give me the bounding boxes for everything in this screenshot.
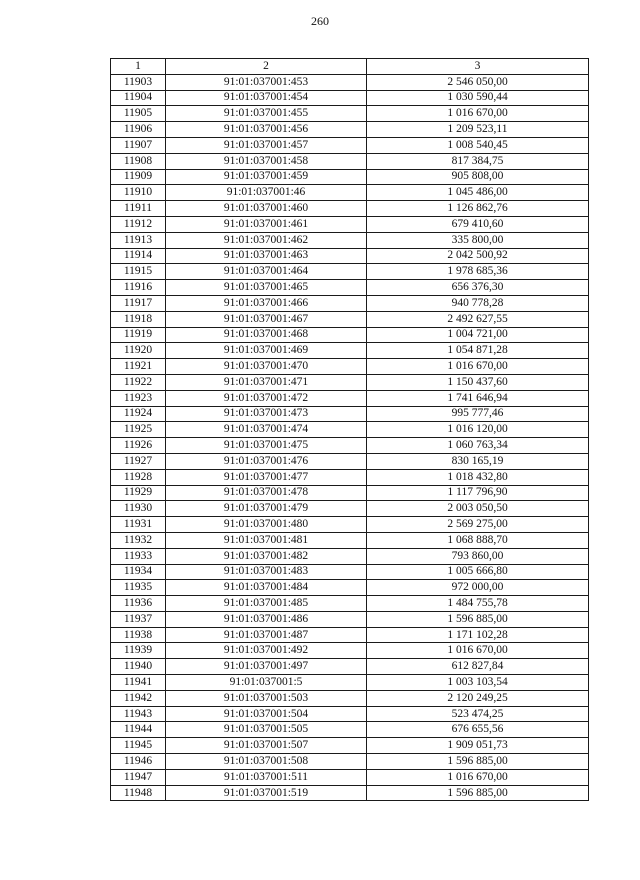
- value-cell: 1 045 486,00: [367, 185, 589, 201]
- table-row: [111, 548, 589, 564]
- table-row: [111, 517, 589, 533]
- cadastral-number-cell: 91:01:037001:479: [166, 501, 367, 517]
- cadastral-number-cell: 91:01:037001:464: [166, 264, 367, 280]
- cadastral-number-cell: 91:01:037001:466: [166, 295, 367, 311]
- table-row: [111, 169, 589, 185]
- cadastral-number-cell: 91:01:037001:492: [166, 643, 367, 659]
- value-cell: 1 117 796,90: [367, 485, 589, 501]
- value-cell: 1 596 885,00: [367, 785, 589, 801]
- table-row: [111, 422, 589, 438]
- cadastral-number-cell: 91:01:037001:471: [166, 374, 367, 390]
- value-cell: 940 778,28: [367, 295, 589, 311]
- cadastral-number-cell: 91:01:037001:480: [166, 517, 367, 533]
- row-number-cell: 11909: [111, 169, 166, 185]
- table-row: [111, 532, 589, 548]
- value-cell: 1 484 755,78: [367, 596, 589, 612]
- value-cell: 1 005 666,80: [367, 564, 589, 580]
- row-number-cell: 11937: [111, 611, 166, 627]
- cadastral-number-cell: 91:01:037001:5: [166, 675, 367, 691]
- row-number-cell: 11915: [111, 264, 166, 280]
- table-row: [111, 327, 589, 343]
- row-number-cell: 11948: [111, 785, 166, 801]
- table-body: [111, 74, 589, 801]
- column-header-1: 1: [111, 59, 166, 75]
- cadastral-number-cell: 91:01:037001:477: [166, 469, 367, 485]
- cadastral-number-cell: 91:01:037001:503: [166, 690, 367, 706]
- table-row: [111, 690, 589, 706]
- cadastral-number-cell: 91:01:037001:507: [166, 738, 367, 754]
- value-cell: 2 492 627,55: [367, 311, 589, 327]
- value-cell: 1 004 721,00: [367, 327, 589, 343]
- row-number-cell: 11943: [111, 706, 166, 722]
- value-cell: 1 018 432,80: [367, 469, 589, 485]
- row-number-cell: 11942: [111, 690, 166, 706]
- cadastral-number-cell: 91:01:037001:478: [166, 485, 367, 501]
- row-number-cell: 11920: [111, 343, 166, 359]
- table-row: [111, 311, 589, 327]
- table-row: [111, 580, 589, 596]
- row-number-cell: 11947: [111, 769, 166, 785]
- value-cell: 679 410,60: [367, 216, 589, 232]
- value-cell: 1 596 885,00: [367, 754, 589, 770]
- cadastral-number-cell: 91:01:037001:467: [166, 311, 367, 327]
- row-number-cell: 11935: [111, 580, 166, 596]
- row-number-cell: 11917: [111, 295, 166, 311]
- row-number-cell: 11904: [111, 90, 166, 106]
- table-row: [111, 232, 589, 248]
- value-cell: 1 596 885,00: [367, 611, 589, 627]
- value-cell: 2 546 050,00: [367, 74, 589, 90]
- value-cell: 1 016 670,00: [367, 643, 589, 659]
- cadastral-number-cell: 91:01:037001:465: [166, 280, 367, 296]
- cadastral-number-cell: 91:01:037001:470: [166, 359, 367, 375]
- cadastral-number-cell: 91:01:037001:473: [166, 406, 367, 422]
- cadastral-number-cell: 91:01:037001:487: [166, 627, 367, 643]
- column-header-3: 3: [367, 59, 589, 75]
- value-cell: 1 171 102,28: [367, 627, 589, 643]
- row-number-cell: 11905: [111, 106, 166, 122]
- cadastral-number-cell: 91:01:037001:504: [166, 706, 367, 722]
- cadastral-number-cell: 91:01:037001:458: [166, 153, 367, 169]
- row-number-cell: 11944: [111, 722, 166, 738]
- row-number-cell: 11945: [111, 738, 166, 754]
- value-cell: 1 008 540,45: [367, 137, 589, 153]
- value-cell: 1 150 437,60: [367, 374, 589, 390]
- value-cell: 1 016 670,00: [367, 769, 589, 785]
- row-number-cell: 11931: [111, 517, 166, 533]
- table-row: [111, 785, 589, 801]
- row-number-cell: 11932: [111, 532, 166, 548]
- table-row: [111, 185, 589, 201]
- value-cell: 612 827,84: [367, 659, 589, 675]
- table-row: [111, 201, 589, 217]
- table-header-row: [111, 59, 589, 75]
- row-number-cell: 11906: [111, 122, 166, 138]
- cadastral-number-cell: 91:01:037001:483: [166, 564, 367, 580]
- value-cell: 2 569 275,00: [367, 517, 589, 533]
- table-row: [111, 754, 589, 770]
- cadastral-number-cell: 91:01:037001:474: [166, 422, 367, 438]
- row-number-cell: 11913: [111, 232, 166, 248]
- cadastral-number-cell: 91:01:037001:482: [166, 548, 367, 564]
- table-row: [111, 106, 589, 122]
- table-row: [111, 706, 589, 722]
- value-cell: 676 655,56: [367, 722, 589, 738]
- table-row: [111, 769, 589, 785]
- cadastral-number-cell: 91:01:037001:461: [166, 216, 367, 232]
- row-number-cell: 11928: [111, 469, 166, 485]
- table-row: [111, 485, 589, 501]
- row-number-cell: 11910: [111, 185, 166, 201]
- value-cell: 2 003 050,50: [367, 501, 589, 517]
- table-row: [111, 659, 589, 675]
- cadastral-number-cell: 91:01:037001:46: [166, 185, 367, 201]
- table-row: [111, 564, 589, 580]
- row-number-cell: 11938: [111, 627, 166, 643]
- table-row: [111, 453, 589, 469]
- value-cell: 995 777,46: [367, 406, 589, 422]
- cadastral-number-cell: 91:01:037001:454: [166, 90, 367, 106]
- value-cell: 830 165,19: [367, 453, 589, 469]
- cadastral-number-cell: 91:01:037001:484: [166, 580, 367, 596]
- value-cell: 1 016 120,00: [367, 422, 589, 438]
- row-number-cell: 11919: [111, 327, 166, 343]
- value-cell: 1 068 888,70: [367, 532, 589, 548]
- value-cell: 1 016 670,00: [367, 106, 589, 122]
- cadastral-number-cell: 91:01:037001:508: [166, 754, 367, 770]
- row-number-cell: 11908: [111, 153, 166, 169]
- cadastral-number-cell: 91:01:037001:519: [166, 785, 367, 801]
- row-number-cell: 11939: [111, 643, 166, 659]
- table-row: [111, 248, 589, 264]
- table-row: [111, 374, 589, 390]
- row-number-cell: 11946: [111, 754, 166, 770]
- value-cell: 972 000,00: [367, 580, 589, 596]
- cadastral-number-cell: 91:01:037001:468: [166, 327, 367, 343]
- value-cell: 1 060 763,34: [367, 438, 589, 454]
- row-number-cell: 11918: [111, 311, 166, 327]
- cadastral-number-cell: 91:01:037001:456: [166, 122, 367, 138]
- cadastral-number-cell: 91:01:037001:475: [166, 438, 367, 454]
- table-row: [111, 153, 589, 169]
- row-number-cell: 11936: [111, 596, 166, 612]
- value-cell: 1 016 670,00: [367, 359, 589, 375]
- table-row: [111, 406, 589, 422]
- value-cell: 523 474,25: [367, 706, 589, 722]
- row-number-cell: 11924: [111, 406, 166, 422]
- cadastral-number-cell: 91:01:037001:481: [166, 532, 367, 548]
- cadastral-number-cell: 91:01:037001:472: [166, 390, 367, 406]
- value-cell: 1 909 051,73: [367, 738, 589, 754]
- row-number-cell: 11916: [111, 280, 166, 296]
- value-cell: 2 042 500,92: [367, 248, 589, 264]
- value-cell: 1 741 646,94: [367, 390, 589, 406]
- table-row: [111, 722, 589, 738]
- cadastral-number-cell: 91:01:037001:460: [166, 201, 367, 217]
- row-number-cell: 11907: [111, 137, 166, 153]
- table-row: [111, 343, 589, 359]
- table-row: [111, 122, 589, 138]
- row-number-cell: 11925: [111, 422, 166, 438]
- value-cell: 2 120 249,25: [367, 690, 589, 706]
- cadastral-number-cell: 91:01:037001:485: [166, 596, 367, 612]
- table-row: [111, 675, 589, 691]
- cadastral-number-cell: 91:01:037001:463: [166, 248, 367, 264]
- value-cell: 1 054 871,28: [367, 343, 589, 359]
- table-row: [111, 264, 589, 280]
- row-number-cell: 11914: [111, 248, 166, 264]
- table-row: [111, 90, 589, 106]
- cadastral-number-cell: 91:01:037001:469: [166, 343, 367, 359]
- row-number-cell: 11922: [111, 374, 166, 390]
- value-cell: 1 209 523,11: [367, 122, 589, 138]
- cadastral-number-cell: 91:01:037001:476: [166, 453, 367, 469]
- row-number-cell: 11923: [111, 390, 166, 406]
- value-cell: 817 384,75: [367, 153, 589, 169]
- table-row: [111, 611, 589, 627]
- row-number-cell: 11903: [111, 74, 166, 90]
- value-cell: 1 978 685,36: [367, 264, 589, 280]
- column-header-2: 2: [166, 59, 367, 75]
- cadastral-number-cell: 91:01:037001:455: [166, 106, 367, 122]
- row-number-cell: 11941: [111, 675, 166, 691]
- value-cell: 1 030 590,44: [367, 90, 589, 106]
- cadastral-number-cell: 91:01:037001:486: [166, 611, 367, 627]
- table-row: [111, 643, 589, 659]
- table-row: [111, 438, 589, 454]
- value-cell: 1 126 862,76: [367, 201, 589, 217]
- value-cell: 905 808,00: [367, 169, 589, 185]
- row-number-cell: 11927: [111, 453, 166, 469]
- table-row: [111, 137, 589, 153]
- row-number-cell: 11929: [111, 485, 166, 501]
- row-number-cell: 11921: [111, 359, 166, 375]
- table-row: [111, 469, 589, 485]
- table-row: [111, 280, 589, 296]
- table-row: [111, 738, 589, 754]
- row-number-cell: 11912: [111, 216, 166, 232]
- row-number-cell: 11926: [111, 438, 166, 454]
- cadastral-number-cell: 91:01:037001:457: [166, 137, 367, 153]
- cadastral-number-cell: 91:01:037001:505: [166, 722, 367, 738]
- table-row: [111, 627, 589, 643]
- table-row: [111, 501, 589, 517]
- row-number-cell: 11933: [111, 548, 166, 564]
- value-cell: 1 003 103,54: [367, 675, 589, 691]
- row-number-cell: 11911: [111, 201, 166, 217]
- cadastral-number-cell: 91:01:037001:511: [166, 769, 367, 785]
- value-cell: 335 800,00: [367, 232, 589, 248]
- cadastral-number-cell: 91:01:037001:497: [166, 659, 367, 675]
- row-number-cell: 11940: [111, 659, 166, 675]
- table-row: [111, 295, 589, 311]
- table-row: [111, 390, 589, 406]
- cadastral-number-cell: 91:01:037001:453: [166, 74, 367, 90]
- value-cell: 793 860,00: [367, 548, 589, 564]
- page-number: 260: [311, 14, 329, 28]
- registry-table: [110, 58, 589, 801]
- row-number-cell: 11930: [111, 501, 166, 517]
- cadastral-number-cell: 91:01:037001:459: [166, 169, 367, 185]
- cadastral-number-cell: 91:01:037001:462: [166, 232, 367, 248]
- table-row: [111, 216, 589, 232]
- row-number-cell: 11934: [111, 564, 166, 580]
- value-cell: 656 376,30: [367, 280, 589, 296]
- table-row: [111, 74, 589, 90]
- table-row: [111, 359, 589, 375]
- table-row: [111, 596, 589, 612]
